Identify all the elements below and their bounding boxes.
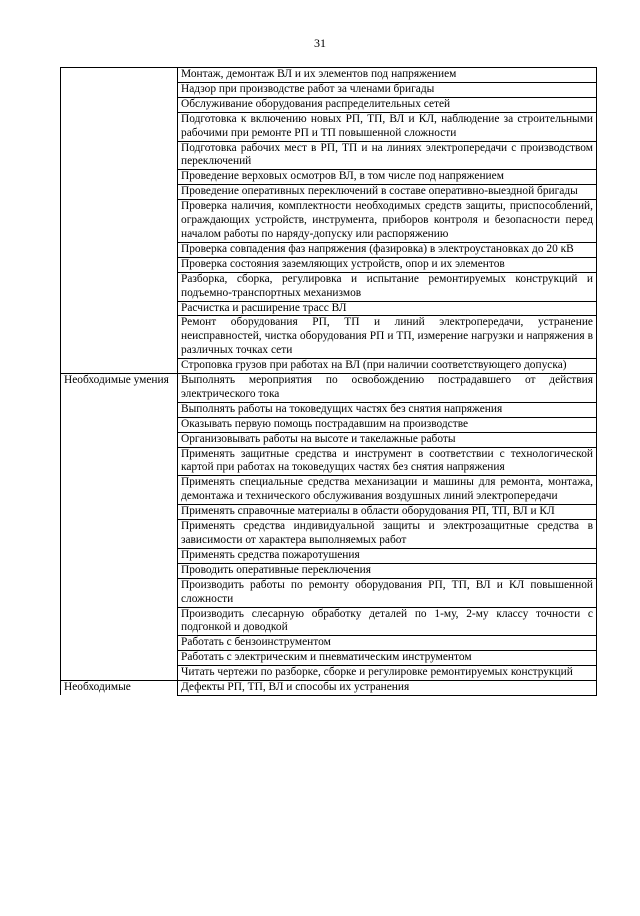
table-row	[61, 505, 597, 520]
table-cell-item: Проведение оперативных переключений в составе оперативно-выездной бригады	[178, 185, 597, 200]
section-label-continuation	[61, 417, 178, 432]
table-row	[61, 520, 597, 549]
table-cell-item: Выполнять мероприятия по освобождению пострадавшего от действия электрического тока	[178, 374, 597, 403]
table-row	[61, 476, 597, 505]
table-row	[61, 242, 597, 257]
section-label-continuation	[61, 447, 178, 476]
section-label-continuation	[61, 170, 178, 185]
table-row	[61, 112, 597, 141]
table-cell-item: Применять средства индивидуальной защиты и электрозащитные средства в зависимости от характера выполняемых работ	[178, 520, 597, 549]
section-label-continuation	[61, 112, 178, 141]
table-cell-item: Расчистка и расширение трасс ВЛ	[178, 301, 597, 316]
table-row	[61, 359, 597, 374]
section-label-continuation	[61, 520, 178, 549]
table-cell-item: Работать с электрическим и пневматическим инструментом	[178, 651, 597, 666]
table-row	[61, 548, 597, 563]
table-row	[61, 257, 597, 272]
skills-table-body	[61, 68, 597, 696]
table-cell-item: Подготовка к включению новых РП, ТП, ВЛ и КЛ, наблюдение за строительными рабочими при ремонте РП и ТП повышенной сложности	[178, 112, 597, 141]
section-label-continuation	[61, 563, 178, 578]
section-label-continuation	[61, 666, 178, 681]
table-row	[61, 68, 597, 83]
table-cell-item: Применять специальные средства механизации и машины для ремонта, монтажа, демонтажа и технического обслуживания воздушных линий электропередачи	[178, 476, 597, 505]
table-row	[61, 636, 597, 651]
table-cell-item: Проведение верховых осмотров ВЛ, в том числе под напряжением	[178, 170, 597, 185]
table-cell-item: Работать с бензоинструментом	[178, 636, 597, 651]
table-row	[61, 563, 597, 578]
section-label-continuation	[61, 476, 178, 505]
section-label-continuation	[61, 316, 178, 359]
table-cell-item: Проверка наличия, комплектности необходимых средств защиты, приспособлений, ограждающих устройств, инструмента, приборов контроля и безопасности перед началом работы по наряду-допуску или распоряжению	[178, 200, 597, 243]
table-cell-item: Оказывать первую помощь пострадавшим на производстве	[178, 417, 597, 432]
table-row	[61, 141, 597, 170]
section-label-continuation	[61, 607, 178, 636]
section-label-continuation	[61, 272, 178, 301]
table-cell-item: Читать чертежи по разборке, сборке и регулировке ремонтируемых конструкций	[178, 666, 597, 681]
section-label-continuation	[61, 185, 178, 200]
table-row	[61, 447, 597, 476]
table-cell-item: Дефекты РП, ТП, ВЛ и способы их устранения	[178, 681, 597, 696]
section-label-continuation	[61, 257, 178, 272]
table-cell-item: Строповка грузов при работах на ВЛ (при наличии соответствующего допуска)	[178, 359, 597, 374]
section-label-continuation	[61, 548, 178, 563]
table-row	[61, 200, 597, 243]
table-row	[61, 578, 597, 607]
table-cell-item: Подготовка рабочих мест в РП, ТП и на линиях электропередачи с производством переключений	[178, 141, 597, 170]
table-cell-item: Монтаж, демонтаж ВЛ и их элементов под напряжением	[178, 68, 597, 83]
table-cell-item: Выполнять работы на токоведущих частях без снятия напряжения	[178, 402, 597, 417]
page-number: 31	[314, 36, 326, 50]
table-row	[61, 681, 597, 696]
section-label	[61, 68, 178, 83]
section-label-continuation	[61, 82, 178, 97]
table-cell-item: Ремонт оборудования РП, ТП и линий электропередачи, устранение неисправностей, чистка оборудования РП и ТП, измерение нагрузки и напряжения в различных точках сети	[178, 316, 597, 359]
table-cell-item: Обслуживание оборудования распределительных сетей	[178, 97, 597, 112]
section-label: Необходимые	[61, 681, 178, 696]
table-row	[61, 374, 597, 403]
section-label-continuation	[61, 505, 178, 520]
section-label-continuation	[61, 359, 178, 374]
table-cell-item: Надзор при производстве работ за членами бригады	[178, 82, 597, 97]
table-row	[61, 316, 597, 359]
table-row	[61, 97, 597, 112]
table-cell-item: Разборка, сборка, регулировка и испытание ремонтируемых конструкций и подъемно-транспортных механизмов	[178, 272, 597, 301]
table-row	[61, 432, 597, 447]
table-row	[61, 666, 597, 681]
section-label-continuation	[61, 402, 178, 417]
table-cell-item: Применять защитные средства и инструмент в соответствии с технологической картой при работах на токоведущих частях без снятия напряжения	[178, 447, 597, 476]
table-row	[61, 272, 597, 301]
section-label-continuation	[61, 636, 178, 651]
table-cell-item: Применять средства пожаротушения	[178, 548, 597, 563]
table-cell-item: Производить работы по ремонту оборудования РП, ТП, ВЛ и КЛ повышенной сложности	[178, 578, 597, 607]
table-row	[61, 607, 597, 636]
section-label-continuation	[61, 301, 178, 316]
table-cell-item: Проводить оперативные переключения	[178, 563, 597, 578]
section-label: Необходимые умения	[61, 374, 178, 403]
section-label-continuation	[61, 432, 178, 447]
table-row	[61, 417, 597, 432]
table-cell-item: Проверка состояния заземляющих устройств, опор и их элементов	[178, 257, 597, 272]
skills-table	[60, 67, 597, 696]
section-label-continuation	[61, 97, 178, 112]
table-row	[61, 651, 597, 666]
section-label-continuation	[61, 242, 178, 257]
section-label-continuation	[61, 200, 178, 243]
table-cell-item: Организовывать работы на высоте и такелажные работы	[178, 432, 597, 447]
table-cell-item: Применять справочные материалы в области оборудования РП, ТП, ВЛ и КЛ	[178, 505, 597, 520]
section-label-continuation	[61, 141, 178, 170]
table-row	[61, 185, 597, 200]
table-row	[61, 402, 597, 417]
section-label-continuation	[61, 651, 178, 666]
table-cell-item: Производить слесарную обработку деталей по 1-му, 2-му классу точности с подгонкой и доводкой	[178, 607, 597, 636]
table-row	[61, 170, 597, 185]
section-label-continuation	[61, 578, 178, 607]
table-row	[61, 82, 597, 97]
table-row	[61, 301, 597, 316]
table-cell-item: Проверка совпадения фаз напряжения (фазировка) в электроустановках до 20 кВ	[178, 242, 597, 257]
